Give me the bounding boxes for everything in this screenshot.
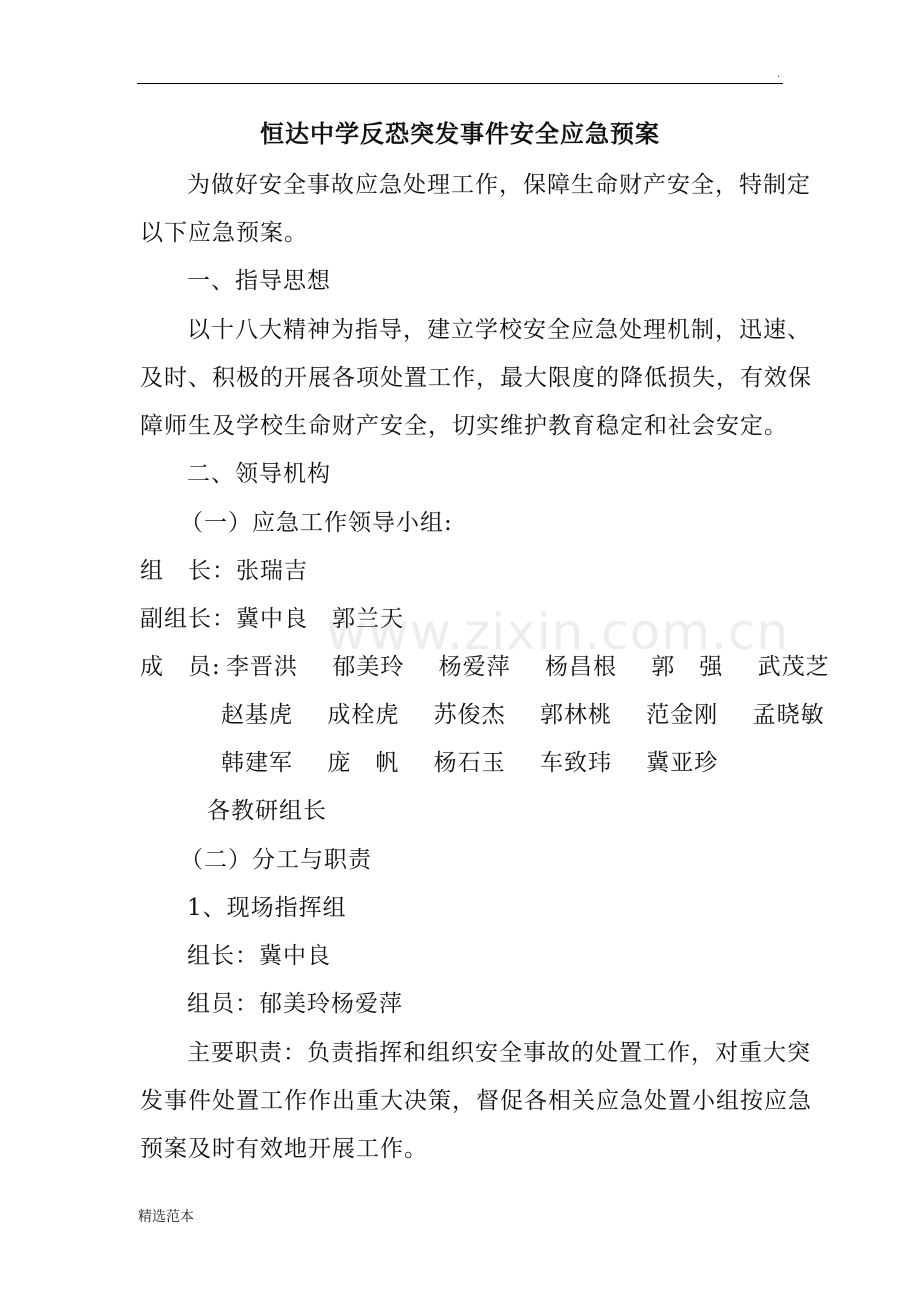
- section2-heading: 二、领导机构: [187, 461, 331, 487]
- footer-label: 精选范本: [138, 1209, 194, 1225]
- member-name: 李晋洪: [226, 654, 298, 680]
- members-row-3: [221, 748, 744, 778]
- member-name: 庞 帆: [327, 750, 400, 776]
- member-name: 车致玮: [539, 750, 612, 776]
- member-name: 杨昌根: [544, 654, 617, 680]
- group1-duties-line-3: 预案及时有效地开展工作。: [140, 1136, 428, 1162]
- document-title: 恒达中学反恐突发事件安全应急预案: [260, 119, 660, 148]
- section1-body-line-1: 以十八大精神为指导，建立学校安全应急处理机制，迅速、: [187, 317, 811, 343]
- leader-line: 组 长：张瑞吉: [140, 558, 308, 584]
- member-name: 武茂芝: [757, 654, 830, 680]
- member-name: 杨爱萍: [438, 654, 511, 680]
- group1-duties-line-1: 主要职责：负责指挥和组织安全事故的处置工作，对重大突: [187, 1040, 811, 1066]
- member-name: 韩建军: [221, 750, 293, 776]
- members-row-1: [226, 652, 856, 682]
- deputy-line: 副组长：冀中良 郭兰天: [140, 606, 404, 632]
- member-name: 冀亚珍: [646, 750, 719, 776]
- member-name: 杨石玉: [433, 750, 506, 776]
- group1-members: 组员：郁美玲杨爱萍: [187, 991, 403, 1017]
- header-mark: .: [777, 69, 781, 80]
- subsection1-heading: （一）应急工作领导小组:: [180, 510, 453, 536]
- members-extra: 各教研组长: [207, 798, 327, 824]
- member-name: 范金刚: [646, 702, 719, 728]
- group1-leader: 组长：冀中良: [187, 943, 331, 969]
- member-name: 成栓虎: [327, 702, 400, 728]
- section1-heading: 一、指导思想: [187, 268, 331, 294]
- subsection2-heading: （二）分工与职责: [180, 847, 372, 873]
- member-name: 赵基虎: [221, 702, 293, 728]
- members-row-2: [221, 700, 851, 730]
- member-name: 郁美玲: [332, 654, 405, 680]
- member-name: 苏俊杰: [433, 702, 506, 728]
- watermark: www.zixin.com.cn: [326, 603, 790, 661]
- group1-heading: 1、现场指挥组: [187, 895, 347, 921]
- member-name: 孟晓敏: [752, 702, 825, 728]
- members-label: 成 员:: [140, 654, 221, 680]
- section1-body-line-2: 及时、积极的开展各项处置工作，最大限度的降低损失，有效保: [140, 365, 812, 391]
- intro-line-2: 以下应急预案。: [140, 220, 308, 246]
- intro-line-1: 为做好安全事故应急处理工作，保障生命财产安全，特制定: [187, 172, 811, 198]
- header-rule: [137, 83, 783, 84]
- group1-duties-line-2: 发事件处置工作作出重大决策，督促各相关应急处置小组按应急: [140, 1088, 812, 1114]
- member-name: 郭 强: [651, 654, 724, 680]
- section1-body-line-3: 障师生及学校生命财产安全，切实维护教育稳定和社会安定。: [140, 413, 788, 439]
- member-name: 郭林桃: [539, 702, 612, 728]
